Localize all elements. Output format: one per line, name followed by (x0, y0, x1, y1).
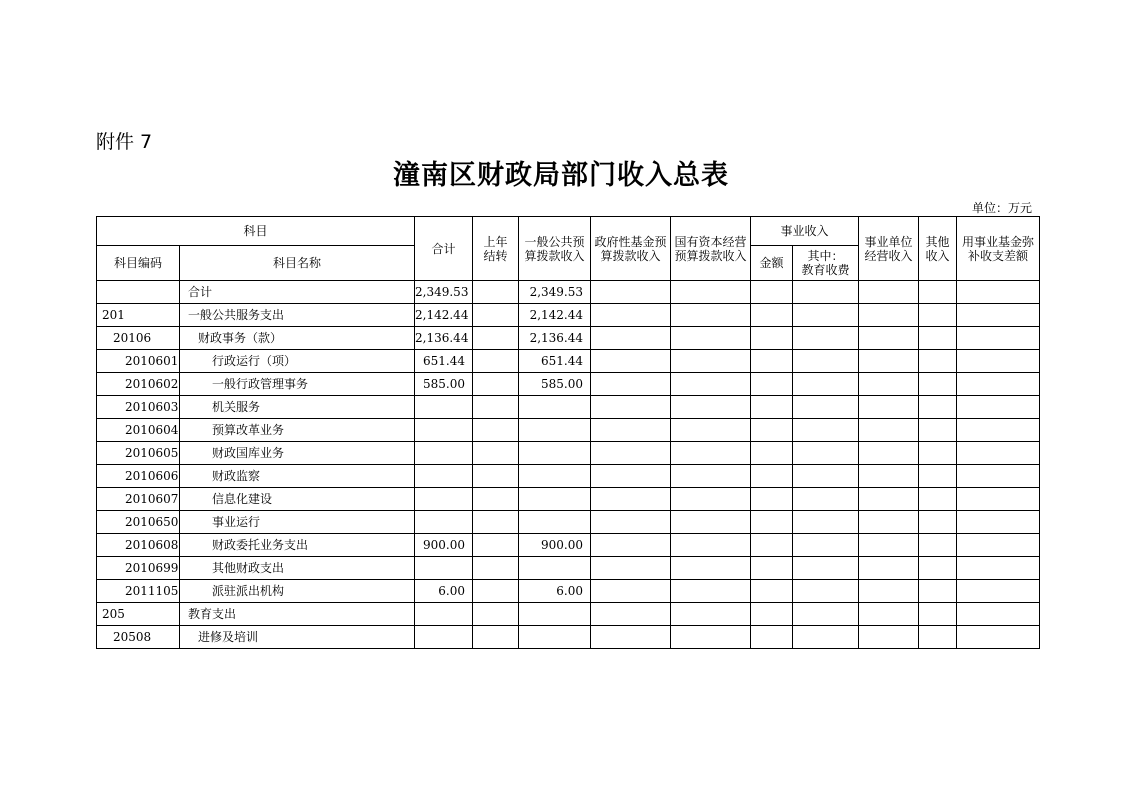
cell-education-fee (793, 626, 859, 649)
cell-business-income (859, 281, 919, 304)
header-government-fund-line2: 算拨款收入 (600, 248, 661, 263)
header-of-which-education (793, 246, 859, 281)
header-career-fund-line2: 补收支差额 (968, 248, 1029, 263)
cell-career-amount (751, 626, 793, 649)
header-government-fund (591, 217, 671, 281)
cell-education-fee (793, 350, 859, 373)
cell-general-budget (519, 626, 591, 649)
cell-state-capital (671, 465, 751, 488)
header-subject-name: 科目名称 (180, 246, 415, 281)
income-summary-table (96, 216, 1040, 649)
table-row (97, 580, 1040, 603)
cell-prev-year (473, 626, 519, 649)
cell-other-income (919, 396, 957, 419)
cell-business-income (859, 304, 919, 327)
cell-prev-year (473, 580, 519, 603)
cell-subject-code (97, 281, 180, 304)
cell-general-budget (519, 396, 591, 419)
cell-prev-year (473, 327, 519, 350)
header-general-budget-line1: 一般公共预 (524, 234, 585, 249)
cell-career-amount (751, 442, 793, 465)
cell-total (415, 511, 473, 534)
cell-education-fee (793, 603, 859, 626)
cell-government-fund (591, 350, 671, 373)
cell-government-fund (591, 327, 671, 350)
cell-total (415, 465, 473, 488)
cell-subject-code: 2010607 (97, 488, 180, 511)
table-row (97, 534, 1040, 557)
header-amount: 金额 (751, 246, 793, 281)
cell-total: 900.00 (415, 534, 473, 557)
header-of-which-line1: 其中： (807, 249, 844, 263)
cell-general-budget: 2,136.44 (519, 327, 591, 350)
cell-career-fund (957, 304, 1040, 327)
cell-total: 6.00 (415, 580, 473, 603)
cell-prev-year (473, 534, 519, 557)
cell-career-fund (957, 465, 1040, 488)
cell-subject-name: 信息化建设 (180, 488, 415, 511)
cell-total (415, 626, 473, 649)
cell-career-fund (957, 396, 1040, 419)
cell-education-fee (793, 396, 859, 419)
cell-state-capital (671, 580, 751, 603)
cell-subject-code: 2010601 (97, 350, 180, 373)
cell-prev-year (473, 304, 519, 327)
cell-business-income (859, 534, 919, 557)
cell-education-fee (793, 304, 859, 327)
header-prev-year (473, 217, 519, 281)
cell-state-capital (671, 396, 751, 419)
header-total: 合计 (415, 217, 473, 281)
cell-general-budget: 900.00 (519, 534, 591, 557)
cell-general-budget: 2,142.44 (519, 304, 591, 327)
cell-other-income (919, 350, 957, 373)
cell-career-fund (957, 281, 1040, 304)
cell-government-fund (591, 442, 671, 465)
cell-general-budget: 585.00 (519, 373, 591, 396)
cell-general-budget (519, 419, 591, 442)
cell-career-fund (957, 442, 1040, 465)
table-row (97, 511, 1040, 534)
cell-state-capital (671, 511, 751, 534)
cell-education-fee (793, 557, 859, 580)
cell-general-budget (519, 465, 591, 488)
cell-other-income (919, 557, 957, 580)
cell-other-income (919, 304, 957, 327)
cell-business-income (859, 396, 919, 419)
cell-state-capital (671, 304, 751, 327)
cell-career-fund (957, 580, 1040, 603)
cell-other-income (919, 580, 957, 603)
cell-government-fund (591, 304, 671, 327)
header-general-budget-line2: 算拨款收入 (524, 248, 585, 263)
cell-education-fee (793, 327, 859, 350)
table-row (97, 373, 1040, 396)
cell-subject-name: 财政监察 (180, 465, 415, 488)
cell-career-fund (957, 603, 1040, 626)
cell-government-fund (591, 396, 671, 419)
cell-business-income (859, 511, 919, 534)
cell-career-amount (751, 511, 793, 534)
cell-subject-code: 2010605 (97, 442, 180, 465)
cell-total: 585.00 (415, 373, 473, 396)
unit-label: 单位：万元 (971, 201, 1032, 215)
header-career-fund (957, 217, 1040, 281)
cell-government-fund (591, 511, 671, 534)
cell-subject-name: 派驻派出机构 (180, 580, 415, 603)
cell-business-income (859, 419, 919, 442)
cell-subject-code: 2010603 (97, 396, 180, 419)
header-state-capital-line2: 预算拨款收入 (674, 248, 747, 263)
cell-career-amount (751, 419, 793, 442)
cell-subject-code: 20508 (97, 626, 180, 649)
cell-career-amount (751, 580, 793, 603)
cell-subject-code: 2011105 (97, 580, 180, 603)
cell-prev-year (473, 557, 519, 580)
header-other-income (919, 217, 957, 281)
cell-other-income (919, 626, 957, 649)
cell-state-capital (671, 488, 751, 511)
cell-other-income (919, 488, 957, 511)
cell-subject-code: 2010606 (97, 465, 180, 488)
cell-subject-code: 201 (97, 304, 180, 327)
cell-state-capital (671, 534, 751, 557)
cell-general-budget (519, 511, 591, 534)
cell-state-capital (671, 281, 751, 304)
cell-subject-name: 一般行政管理事务 (180, 373, 415, 396)
cell-education-fee (793, 580, 859, 603)
cell-general-budget (519, 557, 591, 580)
cell-state-capital (671, 557, 751, 580)
cell-subject-name: 行政运行（项） (180, 350, 415, 373)
cell-government-fund (591, 419, 671, 442)
cell-other-income (919, 603, 957, 626)
cell-government-fund (591, 626, 671, 649)
cell-career-amount (751, 603, 793, 626)
header-government-fund-line1: 政府性基金预 (594, 234, 667, 249)
header-business-income-line1: 事业单位 (864, 234, 913, 249)
header-of-which-line2: 教育收费 (801, 263, 850, 277)
cell-other-income (919, 534, 957, 557)
cell-business-income (859, 580, 919, 603)
cell-subject-name: 教育支出 (180, 603, 415, 626)
cell-other-income (919, 511, 957, 534)
cell-prev-year (473, 350, 519, 373)
cell-career-fund (957, 557, 1040, 580)
cell-subject-code: 2010608 (97, 534, 180, 557)
cell-business-income (859, 350, 919, 373)
cell-career-amount (751, 396, 793, 419)
table-row (97, 327, 1040, 350)
cell-state-capital (671, 373, 751, 396)
cell-government-fund (591, 534, 671, 557)
header-business-income (859, 217, 919, 281)
cell-prev-year (473, 465, 519, 488)
cell-other-income (919, 281, 957, 304)
cell-government-fund (591, 603, 671, 626)
table-row (97, 557, 1040, 580)
cell-total (415, 396, 473, 419)
cell-career-amount (751, 534, 793, 557)
table-row (97, 350, 1040, 373)
cell-prev-year (473, 396, 519, 419)
table-row (97, 304, 1040, 327)
header-subject-code: 科目编码 (97, 246, 180, 281)
table-row (97, 465, 1040, 488)
cell-education-fee (793, 534, 859, 557)
cell-business-income (859, 327, 919, 350)
cell-education-fee (793, 488, 859, 511)
cell-general-budget (519, 442, 591, 465)
cell-prev-year (473, 419, 519, 442)
cell-education-fee (793, 373, 859, 396)
cell-subject-name: 财政国库业务 (180, 442, 415, 465)
cell-prev-year (473, 442, 519, 465)
cell-total: 2,349.53 (415, 281, 473, 304)
cell-career-amount (751, 488, 793, 511)
cell-subject-name: 财政委托业务支出 (180, 534, 415, 557)
table-row (97, 281, 1040, 304)
table-row (97, 488, 1040, 511)
cell-business-income (859, 465, 919, 488)
cell-education-fee (793, 442, 859, 465)
cell-government-fund (591, 281, 671, 304)
table-row (97, 442, 1040, 465)
cell-career-fund (957, 626, 1040, 649)
cell-subject-code: 2010699 (97, 557, 180, 580)
cell-subject-name: 事业运行 (180, 511, 415, 534)
cell-career-amount (751, 327, 793, 350)
cell-total: 651.44 (415, 350, 473, 373)
cell-total (415, 603, 473, 626)
cell-total: 2,142.44 (415, 304, 473, 327)
cell-general-budget: 651.44 (519, 350, 591, 373)
page-title: 潼南区财政局部门收入总表 (393, 160, 729, 191)
table-row (97, 419, 1040, 442)
cell-career-amount (751, 373, 793, 396)
cell-state-capital (671, 350, 751, 373)
cell-business-income (859, 442, 919, 465)
cell-education-fee (793, 511, 859, 534)
header-career-income: 事业收入 (751, 217, 859, 246)
cell-prev-year (473, 511, 519, 534)
table-row (97, 626, 1040, 649)
cell-subject-name: 机关服务 (180, 396, 415, 419)
cell-other-income (919, 327, 957, 350)
cell-general-budget (519, 488, 591, 511)
cell-prev-year (473, 603, 519, 626)
cell-general-budget: 6.00 (519, 580, 591, 603)
cell-career-fund (957, 511, 1040, 534)
cell-other-income (919, 442, 957, 465)
cell-subject-code: 2010604 (97, 419, 180, 442)
cell-prev-year (473, 373, 519, 396)
cell-government-fund (591, 557, 671, 580)
cell-career-fund (957, 534, 1040, 557)
cell-subject-code: 2010650 (97, 511, 180, 534)
cell-subject-name: 其他财政支出 (180, 557, 415, 580)
cell-total (415, 419, 473, 442)
cell-prev-year (473, 488, 519, 511)
cell-career-amount (751, 557, 793, 580)
cell-career-fund (957, 419, 1040, 442)
cell-subject-name: 合计 (180, 281, 415, 304)
cell-total (415, 442, 473, 465)
cell-other-income (919, 419, 957, 442)
cell-government-fund (591, 373, 671, 396)
table-row (97, 396, 1040, 419)
cell-education-fee (793, 419, 859, 442)
header-other-income-line1: 其他 (925, 234, 950, 249)
cell-career-fund (957, 327, 1040, 350)
cell-education-fee (793, 281, 859, 304)
header-general-budget (519, 217, 591, 281)
cell-subject-code: 20106 (97, 327, 180, 350)
cell-general-budget: 2,349.53 (519, 281, 591, 304)
cell-business-income (859, 373, 919, 396)
cell-state-capital (671, 442, 751, 465)
cell-other-income (919, 465, 957, 488)
cell-government-fund (591, 465, 671, 488)
cell-general-budget (519, 603, 591, 626)
cell-subject-code: 2010602 (97, 373, 180, 396)
header-prev-year-line1: 上年 (483, 234, 508, 249)
header-state-capital (671, 217, 751, 281)
header-career-fund-line1: 用事业基金弥 (962, 234, 1035, 249)
attachment-label: 附件 7 (96, 131, 153, 153)
header-business-income-line2: 经营收入 (864, 248, 913, 263)
cell-education-fee (793, 465, 859, 488)
cell-state-capital (671, 603, 751, 626)
cell-other-income (919, 373, 957, 396)
table-row (97, 603, 1040, 626)
cell-subject-name: 进修及培训 (180, 626, 415, 649)
cell-total (415, 557, 473, 580)
cell-total (415, 488, 473, 511)
cell-government-fund (591, 488, 671, 511)
cell-career-fund (957, 373, 1040, 396)
cell-prev-year (473, 281, 519, 304)
cell-career-amount (751, 465, 793, 488)
cell-career-fund (957, 488, 1040, 511)
cell-state-capital (671, 626, 751, 649)
cell-subject-code: 205 (97, 603, 180, 626)
cell-government-fund (591, 580, 671, 603)
cell-state-capital (671, 327, 751, 350)
cell-subject-name: 一般公共服务支出 (180, 304, 415, 327)
table-body (97, 281, 1040, 649)
cell-career-fund (957, 350, 1040, 373)
table-header (97, 217, 1040, 281)
cell-state-capital (671, 419, 751, 442)
header-subject: 科目 (97, 217, 415, 246)
cell-business-income (859, 557, 919, 580)
cell-career-amount (751, 350, 793, 373)
cell-business-income (859, 626, 919, 649)
cell-business-income (859, 488, 919, 511)
header-prev-year-line2: 结转 (483, 248, 508, 263)
header-state-capital-line1: 国有资本经营 (674, 234, 747, 249)
cell-total: 2,136.44 (415, 327, 473, 350)
cell-career-amount (751, 281, 793, 304)
header-other-income-line2: 收入 (925, 248, 950, 263)
cell-subject-name: 财政事务（款） (180, 327, 415, 350)
cell-subject-name: 预算改革业务 (180, 419, 415, 442)
cell-career-amount (751, 304, 793, 327)
cell-business-income (859, 603, 919, 626)
